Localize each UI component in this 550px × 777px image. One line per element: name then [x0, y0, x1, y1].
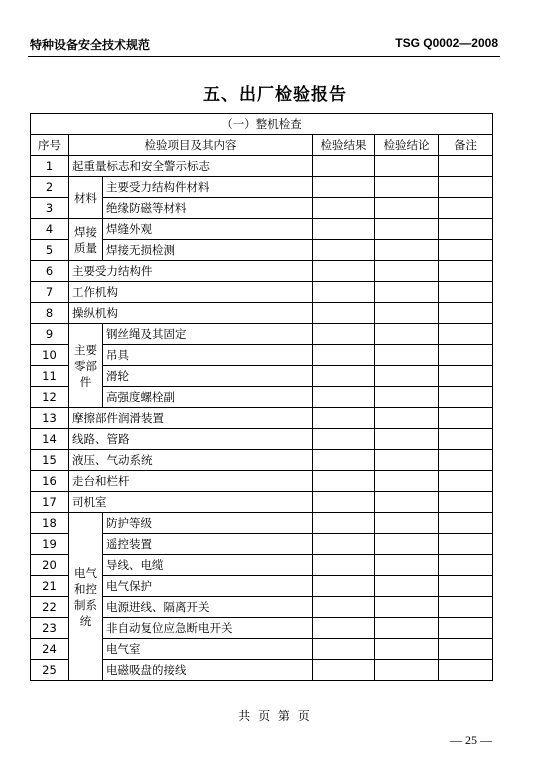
remark-cell[interactable] [439, 534, 493, 555]
row-item: 电磁吸盘的接线 [103, 660, 313, 681]
row-no: 3 [31, 198, 69, 219]
table-row [31, 324, 493, 345]
conclusion-cell[interactable] [375, 345, 439, 366]
conclusion-cell[interactable] [375, 219, 439, 240]
row-no: 17 [31, 492, 69, 513]
row-item: 主要受力结构件材料 [103, 177, 313, 198]
conclusion-cell[interactable] [375, 408, 439, 429]
remark-cell[interactable] [439, 219, 493, 240]
remark-cell[interactable] [439, 408, 493, 429]
remark-cell[interactable] [439, 639, 493, 660]
row-item: 工作机构 [69, 282, 313, 303]
col-header-conclusion: 检验结论 [375, 135, 439, 156]
conclusion-cell[interactable] [375, 576, 439, 597]
row-item: 起重量标志和安全警示标志 [69, 156, 313, 177]
group-label: 焊接质量 [69, 219, 103, 261]
row-item: 操纵机构 [69, 303, 313, 324]
conclusion-cell[interactable] [375, 303, 439, 324]
conclusion-cell[interactable] [375, 366, 439, 387]
row-no: 14 [31, 429, 69, 450]
remark-cell[interactable] [439, 387, 493, 408]
conclusion-cell[interactable] [375, 450, 439, 471]
page-count-footer: 共 页 第 页 [238, 709, 312, 723]
row-no: 7 [31, 282, 69, 303]
col-header-result: 检验结果 [313, 135, 375, 156]
result-cell[interactable] [313, 177, 375, 198]
row-no: 8 [31, 303, 69, 324]
row-item: 司机室 [69, 492, 313, 513]
table-row [31, 261, 493, 282]
conclusion-cell[interactable] [375, 324, 439, 345]
conclusion-cell[interactable] [375, 261, 439, 282]
result-cell[interactable] [313, 639, 375, 660]
result-cell[interactable] [313, 324, 375, 345]
row-item: 导线、电缆 [103, 555, 313, 576]
remark-cell[interactable] [439, 429, 493, 450]
row-item: 钢丝绳及其固定 [103, 324, 313, 345]
conclusion-cell[interactable] [375, 618, 439, 639]
col-header-no: 序号 [31, 135, 69, 156]
conclusion-cell[interactable] [375, 492, 439, 513]
conclusion-cell[interactable] [375, 513, 439, 534]
row-item: 电气室 [103, 639, 313, 660]
remark-cell[interactable] [439, 513, 493, 534]
result-cell[interactable] [313, 555, 375, 576]
result-cell[interactable] [313, 492, 375, 513]
remark-cell[interactable] [439, 177, 493, 198]
remark-cell[interactable] [439, 261, 493, 282]
remark-cell[interactable] [439, 303, 493, 324]
table-row [31, 492, 493, 513]
conclusion-cell[interactable] [375, 555, 439, 576]
remark-cell[interactable] [439, 618, 493, 639]
row-item: 走台和栏杆 [69, 471, 313, 492]
table-row [31, 408, 493, 429]
row-item: 电源进线、隔离开关 [103, 597, 313, 618]
row-no: 16 [31, 471, 69, 492]
conclusion-cell[interactable] [375, 429, 439, 450]
conclusion-cell[interactable] [375, 471, 439, 492]
row-no: 9 [31, 324, 69, 345]
row-item: 滑轮 [103, 366, 313, 387]
result-cell[interactable] [313, 471, 375, 492]
row-no: 12 [31, 387, 69, 408]
header-rule [28, 56, 500, 57]
table-row [31, 450, 493, 471]
row-item: 焊缝外观 [103, 219, 313, 240]
group-label: 电气和控制系统 [69, 513, 103, 681]
result-cell[interactable] [313, 597, 375, 618]
row-no: 23 [31, 618, 69, 639]
result-cell[interactable] [313, 660, 375, 681]
remark-cell[interactable] [439, 156, 493, 177]
conclusion-cell[interactable] [375, 660, 439, 681]
row-item: 电气保护 [103, 576, 313, 597]
table-row [31, 156, 493, 177]
row-item: 线路、管路 [69, 429, 313, 450]
page-title: 五、出厂检验报告 [203, 85, 347, 105]
conclusion-cell[interactable] [375, 198, 439, 219]
group-label: 主要零部件 [69, 324, 103, 408]
row-no: 25 [31, 660, 69, 681]
conclusion-cell[interactable] [375, 282, 439, 303]
row-item: 液压、气动系统 [69, 450, 313, 471]
table-row [31, 282, 493, 303]
table-row [31, 219, 493, 240]
result-cell[interactable] [313, 576, 375, 597]
row-no: 20 [31, 555, 69, 576]
table-row [31, 429, 493, 450]
row-no: 22 [31, 597, 69, 618]
row-no: 2 [31, 177, 69, 198]
row-no: 24 [31, 639, 69, 660]
conclusion-cell[interactable] [375, 387, 439, 408]
result-cell[interactable] [313, 429, 375, 450]
row-no: 11 [31, 366, 69, 387]
row-item: 非自动复位应急断电开关 [103, 618, 313, 639]
table-row [31, 303, 493, 324]
col-header-item: 检验项目及其内容 [69, 135, 313, 156]
header-left: 特种设备安全技术规范 [30, 38, 151, 52]
result-cell[interactable] [313, 198, 375, 219]
remark-cell[interactable] [439, 597, 493, 618]
result-cell[interactable] [313, 618, 375, 639]
conclusion-cell[interactable] [375, 177, 439, 198]
row-no: 13 [31, 408, 69, 429]
result-cell[interactable] [313, 408, 375, 429]
row-item: 绝缘防磁等材料 [103, 198, 313, 219]
row-no: 5 [31, 240, 69, 261]
row-item: 吊具 [103, 345, 313, 366]
header-right: TSG Q0002—2008 [395, 36, 498, 50]
result-cell[interactable] [313, 366, 375, 387]
row-item: 高强度螺栓副 [103, 387, 313, 408]
result-cell[interactable] [313, 387, 375, 408]
row-no: 1 [31, 156, 69, 177]
remark-cell[interactable] [439, 345, 493, 366]
row-item: 摩擦部件润滑装置 [69, 408, 313, 429]
conclusion-cell[interactable] [375, 240, 439, 261]
result-cell[interactable] [313, 156, 375, 177]
section-title: （一）整机检查 [31, 114, 493, 135]
result-cell[interactable] [313, 219, 375, 240]
table-row [31, 177, 493, 198]
row-no: 21 [31, 576, 69, 597]
conclusion-cell[interactable] [375, 597, 439, 618]
result-cell[interactable] [313, 534, 375, 555]
conclusion-cell[interactable] [375, 534, 439, 555]
remark-cell[interactable] [439, 240, 493, 261]
remark-cell[interactable] [439, 492, 493, 513]
row-item: 遥控装置 [103, 534, 313, 555]
row-item: 主要受力结构件 [69, 261, 313, 282]
result-cell[interactable] [313, 261, 375, 282]
remark-cell[interactable] [439, 282, 493, 303]
result-cell[interactable] [313, 345, 375, 366]
conclusion-cell[interactable] [375, 639, 439, 660]
group-label: 材料 [69, 177, 103, 219]
row-no: 19 [31, 534, 69, 555]
row-item: 焊接无损检测 [103, 240, 313, 261]
table-row [31, 513, 493, 534]
row-item: 防护等级 [103, 513, 313, 534]
result-cell[interactable] [313, 303, 375, 324]
remark-cell[interactable] [439, 555, 493, 576]
result-cell[interactable] [313, 240, 375, 261]
remark-cell[interactable] [439, 450, 493, 471]
col-header-remark: 备注 [439, 135, 493, 156]
row-no: 10 [31, 345, 69, 366]
remark-cell[interactable] [439, 366, 493, 387]
page-number: — 25 — [450, 733, 492, 747]
result-cell[interactable] [313, 513, 375, 534]
result-cell[interactable] [313, 450, 375, 471]
result-cell[interactable] [313, 282, 375, 303]
row-no: 4 [31, 219, 69, 240]
table-row [31, 471, 493, 492]
remark-cell[interactable] [439, 198, 493, 219]
inspection-table [30, 113, 493, 681]
remark-cell[interactable] [439, 576, 493, 597]
remark-cell[interactable] [439, 660, 493, 681]
row-no: 6 [31, 261, 69, 282]
remark-cell[interactable] [439, 324, 493, 345]
row-no: 15 [31, 450, 69, 471]
conclusion-cell[interactable] [375, 156, 439, 177]
remark-cell[interactable] [439, 471, 493, 492]
row-no: 18 [31, 513, 69, 534]
